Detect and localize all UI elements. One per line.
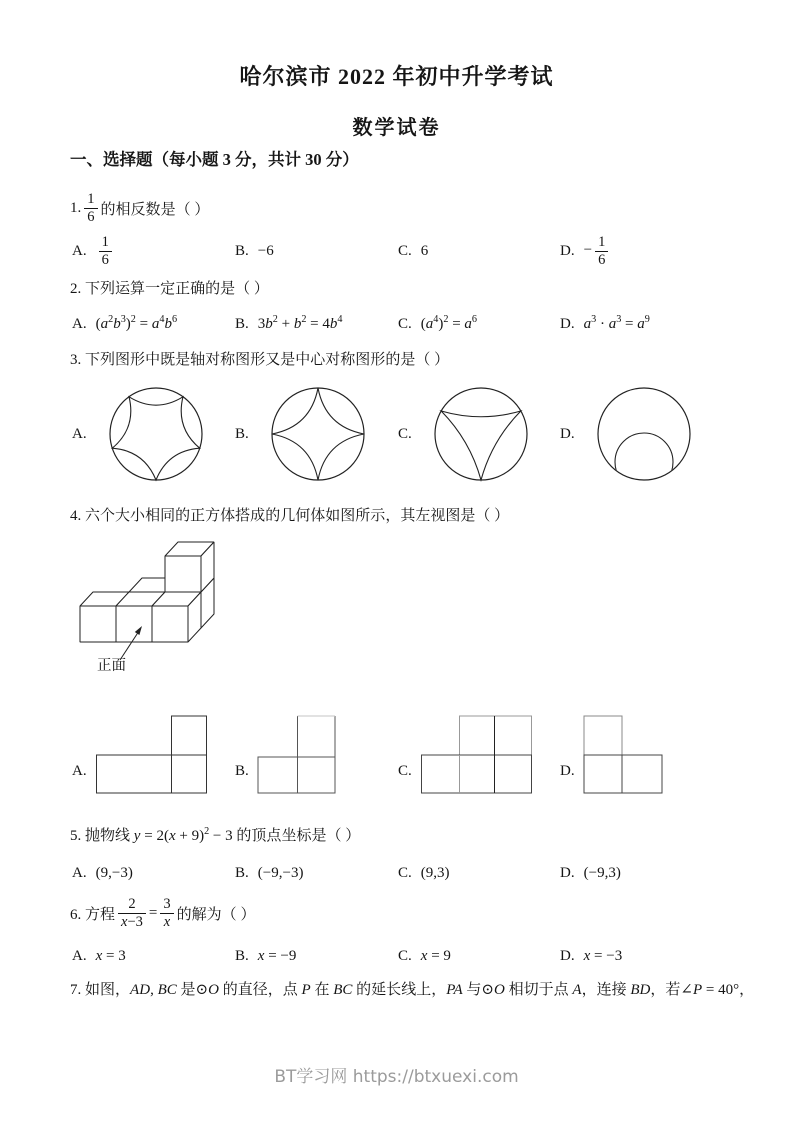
option-value: −6: [257, 242, 274, 259]
option-value: [96, 234, 115, 267]
question-6-options: [70, 941, 753, 971]
circle-three-arc-figure: [432, 385, 530, 483]
circle-inner-circle-figure: [595, 385, 693, 483]
question-6-stem: 6. 方程 $\frac{2}{x-3}$ = $\frac{3}{x}$ 的解为（ ）: [70, 896, 256, 930]
paper-subtitle: 数学试卷: [352, 117, 441, 139]
option-label: C.: [398, 315, 412, 332]
q6-option-a: [70, 948, 233, 965]
option-value: $3b^2 + b^2 = 4b^4$: [257, 313, 343, 332]
left-view-figure-a: [94, 714, 209, 796]
option-label: C.: [398, 425, 412, 442]
q2-option-a: [70, 313, 233, 333]
cubes-solid-figure: [70, 534, 370, 674]
option-label: A.: [72, 315, 87, 332]
option-value: − $\frac{1}{6}$: [584, 234, 612, 267]
question-3-figures: [70, 385, 753, 483]
q3-option-b: [233, 385, 396, 483]
front-face-caption: 正面: [97, 658, 126, 674]
circle-four-arc-star-figure: [269, 385, 367, 483]
section-heading: 一、选择题（每小题 3 分，共计 30 分）: [70, 150, 359, 169]
q6-option-b: [233, 948, 396, 965]
q1-option-a: [70, 234, 233, 267]
circle-five-arc-star-figure: [107, 385, 205, 483]
q4-option-b: [233, 714, 396, 796]
left-view-figure-c: [419, 714, 534, 796]
q6-option-c: [396, 948, 558, 965]
q1-option-d: [558, 234, 753, 267]
fraction: $\frac{1}{6}$: [595, 234, 608, 267]
option-value: x = 9: [420, 947, 451, 964]
option-label: B.: [235, 425, 249, 442]
question-4-stem: 4. 六个大小相同的正方体搭成的几何体如图所示，其左视图是（ ）: [70, 508, 510, 524]
option-label: A.: [72, 242, 87, 259]
q2-option-d: [558, 313, 753, 333]
question-5-options: [70, 858, 753, 888]
question-2-stem: 2. 下列运算一定正确的是（ ）: [70, 281, 269, 297]
q5-option-d: [558, 865, 753, 882]
left-view-figure-d: [582, 714, 667, 796]
question-7-stem: 7. 如图，AD, BC 是⊙O 的直径，点 P 在 BC 的延长线上，PA 与⊙O 相切于点 A，连接 BD，若∠P = 40°，: [70, 982, 755, 998]
q4-option-c: [396, 714, 558, 796]
option-value: (9,3): [420, 864, 450, 881]
option-label: D.: [560, 947, 575, 964]
option-label: D.: [560, 242, 575, 259]
fraction: $\frac{2}{x-3}$: [118, 896, 146, 929]
option-label: A.: [72, 763, 87, 779]
option-label: C.: [398, 242, 412, 259]
paper-title: 哈尔滨市 2022 年初中升学考试: [239, 64, 554, 89]
option-label: A.: [72, 425, 87, 442]
q5-option-a: [70, 865, 233, 882]
option-label: A.: [72, 864, 87, 881]
option-label: D.: [560, 864, 575, 881]
question-5-stem: 5. 抛物线 $y = 2(x + 9)^2 - 3$ 的顶点坐标是（ ）: [70, 826, 361, 844]
option-value: $a^3 \cdot a^3 = a^9$: [583, 313, 650, 332]
option-label: B.: [235, 864, 249, 881]
question-3-stem: 3. 下列图形中既是轴对称图形又是中心对称图形的是（ ）: [70, 352, 450, 368]
q4-option-a: [70, 714, 233, 796]
fraction: $\frac{1}{6}$: [84, 191, 97, 224]
q2-option-c: [396, 313, 558, 333]
q4-option-d: [558, 714, 753, 796]
q3-option-c: [396, 385, 558, 483]
option-value: $(a^2b^3)^2 = a^4b^6$: [95, 313, 178, 332]
option-label: C.: [398, 864, 412, 881]
option-label: B.: [235, 315, 249, 332]
option-value: x = −3: [583, 947, 623, 964]
fraction: $\frac{1}{6}$: [99, 234, 112, 267]
option-value: (9,−3): [95, 864, 133, 881]
option-value: $(a^4)^2 = a^6$: [420, 313, 478, 332]
question-2-options: [70, 309, 753, 339]
option-label: D.: [560, 315, 575, 332]
question-1-options: [70, 229, 753, 273]
question-4-options: [70, 712, 753, 796]
option-label: B.: [235, 242, 249, 259]
fraction: $\frac{3}{x}$: [160, 896, 173, 929]
q5-option-b: [233, 865, 396, 882]
option-label: D.: [560, 763, 575, 779]
option-value: (−9,−3): [257, 864, 304, 881]
option-label: D.: [560, 425, 575, 442]
option-value: x = −9: [257, 947, 297, 964]
option-value: x = 3: [95, 947, 126, 964]
option-value: (−9,3): [583, 864, 621, 881]
q3-option-d: [558, 385, 753, 483]
option-value: 6: [420, 242, 429, 259]
q1-option-b: [233, 243, 396, 260]
option-label: C.: [398, 947, 412, 964]
option-label: A.: [72, 947, 87, 964]
q3-option-a: [70, 385, 233, 483]
question-1-stem: 1. $\frac{1}{6}$ 的相反数是（ ）: [70, 191, 210, 225]
option-label: B.: [235, 763, 249, 779]
option-label: B.: [235, 947, 249, 964]
left-view-figure-b: [256, 714, 341, 796]
footer-watermark: BT学习网 https://btxuexi.com: [274, 1067, 519, 1087]
q2-option-b: [233, 313, 396, 333]
q5-option-c: [396, 865, 558, 882]
q6-option-d: [558, 948, 753, 965]
option-label: C.: [398, 763, 412, 779]
q1-option-c: [396, 243, 558, 260]
